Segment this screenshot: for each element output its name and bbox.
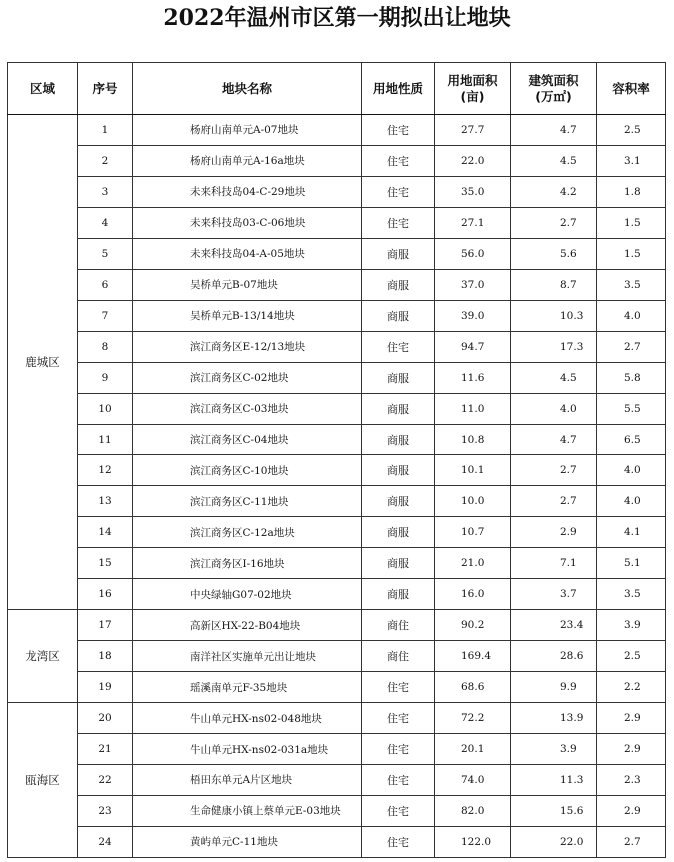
cell-name: 滨江商务区C-04地块	[133, 424, 362, 455]
cell-use: 住宅	[362, 703, 435, 734]
header-land-area-line2: (亩)	[460, 88, 485, 104]
cell-build-area: 4.5	[511, 362, 597, 393]
cell-build-area: 9.9	[511, 672, 597, 703]
cell-far: 4.0	[597, 455, 666, 486]
cell-no: 7	[78, 300, 133, 331]
cell-no: 14	[78, 517, 133, 548]
cell-use: 商服	[362, 238, 435, 269]
cell-no: 11	[78, 424, 133, 455]
cell-build-area: 13.9	[511, 703, 597, 734]
cell-name: 滨江商务区I-16地块	[133, 548, 362, 579]
table-row	[8, 703, 666, 734]
cell-build-area: 4.5	[511, 145, 597, 176]
cell-use: 住宅	[362, 207, 435, 238]
cell-build-area: 3.7	[511, 579, 597, 610]
cell-land-area: 68.6	[435, 672, 511, 703]
cell-name: 滨江商务区C-03地块	[133, 393, 362, 424]
cell-use: 商服	[362, 269, 435, 300]
cell-far: 2.3	[597, 765, 666, 796]
cell-land-area: 21.0	[435, 548, 511, 579]
cell-name: 滨江商务区C-02地块	[133, 362, 362, 393]
cell-land-area: 74.0	[435, 765, 511, 796]
table-row	[8, 579, 666, 610]
cell-use: 住宅	[362, 795, 435, 826]
table-row	[8, 362, 666, 393]
cell-no: 19	[78, 672, 133, 703]
cell-land-area: 27.1	[435, 207, 511, 238]
cell-no: 12	[78, 455, 133, 486]
table-row	[8, 455, 666, 486]
header-far: 容积率	[597, 63, 666, 115]
cell-use: 住宅	[362, 115, 435, 146]
header-land-area	[435, 63, 511, 115]
cell-far: 2.5	[597, 641, 666, 672]
cell-far: 3.1	[597, 145, 666, 176]
cell-far: 4.0	[597, 486, 666, 517]
cell-use: 住宅	[362, 826, 435, 857]
cell-name: 未来科技岛04-C-29地块	[133, 176, 362, 207]
land-parcel-table	[7, 62, 666, 858]
cell-use: 商服	[362, 548, 435, 579]
cell-land-area: 11.6	[435, 362, 511, 393]
cell-use: 住宅	[362, 176, 435, 207]
cell-no: 6	[78, 269, 133, 300]
cell-far: 5.1	[597, 548, 666, 579]
cell-build-area: 4.2	[511, 176, 597, 207]
table-row	[8, 795, 666, 826]
cell-no: 18	[78, 641, 133, 672]
cell-name: 滨江商务区C-12a地块	[133, 517, 362, 548]
cell-use: 商服	[362, 517, 435, 548]
cell-land-area: 20.1	[435, 734, 511, 765]
cell-build-area: 8.7	[511, 269, 597, 300]
table-row	[8, 672, 666, 703]
cell-use: 商服	[362, 424, 435, 455]
cell-no: 22	[78, 765, 133, 796]
cell-build-area: 5.6	[511, 238, 597, 269]
cell-land-area: 122.0	[435, 826, 511, 857]
cell-build-area: 10.3	[511, 300, 597, 331]
cell-use: 商住	[362, 641, 435, 672]
cell-use: 商服	[362, 300, 435, 331]
cell-no: 21	[78, 734, 133, 765]
cell-name: 牛山单元HX-ns02-031a地块	[133, 734, 362, 765]
cell-build-area: 4.7	[511, 115, 597, 146]
cell-use: 商住	[362, 610, 435, 641]
cell-no: 13	[78, 486, 133, 517]
cell-build-area: 4.0	[511, 393, 597, 424]
cell-name: 南洋社区实施单元出让地块	[133, 641, 362, 672]
cell-land-area: 169.4	[435, 641, 511, 672]
cell-build-area: 28.6	[511, 641, 597, 672]
cell-far: 3.5	[597, 269, 666, 300]
header-use: 用地性质	[362, 63, 435, 115]
cell-land-area: 37.0	[435, 269, 511, 300]
cell-build-area: 11.3	[511, 765, 597, 796]
cell-no: 1	[78, 115, 133, 146]
cell-far: 5.8	[597, 362, 666, 393]
cell-land-area: 10.7	[435, 517, 511, 548]
cell-land-area: 10.8	[435, 424, 511, 455]
header-build-area-line1: 建筑面积	[528, 72, 579, 88]
cell-name: 瑶溪南单元F-35地块	[133, 672, 362, 703]
cell-no: 20	[78, 703, 133, 734]
table-row	[8, 238, 666, 269]
cell-name: 中央绿轴G07-02地块	[133, 579, 362, 610]
table-row	[8, 765, 666, 796]
cell-land-area: 22.0	[435, 145, 511, 176]
cell-name: 滨江商务区E-12/13地块	[133, 331, 362, 362]
cell-build-area: 2.9	[511, 517, 597, 548]
cell-land-area: 72.2	[435, 703, 511, 734]
cell-no: 2	[78, 145, 133, 176]
cell-name: 生命健康小镇上蔡单元E-03地块	[133, 795, 362, 826]
cell-build-area: 15.6	[511, 795, 597, 826]
cell-no: 15	[78, 548, 133, 579]
cell-name: 未来科技岛04-A-05地块	[133, 238, 362, 269]
cell-use: 商服	[362, 362, 435, 393]
cell-use: 住宅	[362, 734, 435, 765]
table-row	[8, 641, 666, 672]
cell-name: 杨府山南单元A-16a地块	[133, 145, 362, 176]
cell-build-area: 2.7	[511, 486, 597, 517]
cell-far: 1.5	[597, 207, 666, 238]
table-row	[8, 424, 666, 455]
cell-land-area: 16.0	[435, 579, 511, 610]
cell-name: 牛山单元HX-ns02-048地块	[133, 703, 362, 734]
cell-name: 未来科技岛03-C-06地块	[133, 207, 362, 238]
cell-build-area: 4.7	[511, 424, 597, 455]
cell-land-area: 94.7	[435, 331, 511, 362]
cell-name: 滨江商务区C-11地块	[133, 486, 362, 517]
cell-far: 2.9	[597, 703, 666, 734]
cell-use: 商服	[362, 455, 435, 486]
cell-name: 梧田东单元A片区地块	[133, 765, 362, 796]
cell-land-area: 10.1	[435, 455, 511, 486]
table-row	[8, 176, 666, 207]
cell-far: 5.5	[597, 393, 666, 424]
cell-no: 10	[78, 393, 133, 424]
cell-use: 住宅	[362, 765, 435, 796]
table-row	[8, 734, 666, 765]
cell-far: 3.9	[597, 610, 666, 641]
cell-use: 商服	[362, 486, 435, 517]
cell-no: 24	[78, 826, 133, 857]
cell-name: 高新区HX-22-B04地块	[133, 610, 362, 641]
table-row	[8, 610, 666, 641]
region-cell: 龙湾区	[8, 610, 78, 703]
cell-build-area: 23.4	[511, 610, 597, 641]
cell-land-area: 56.0	[435, 238, 511, 269]
cell-land-area: 10.0	[435, 486, 511, 517]
table-body	[8, 115, 666, 858]
cell-no: 3	[78, 176, 133, 207]
header-region: 区域	[8, 63, 78, 115]
cell-build-area: 7.1	[511, 548, 597, 579]
cell-far: 4.0	[597, 300, 666, 331]
cell-name: 滨江商务区C-10地块	[133, 455, 362, 486]
cell-no: 5	[78, 238, 133, 269]
cell-build-area: 3.9	[511, 734, 597, 765]
table-row	[8, 115, 666, 146]
region-cell: 鹿城区	[8, 115, 78, 610]
table-row	[8, 300, 666, 331]
header-build-area	[511, 63, 597, 115]
region-cell: 瓯海区	[8, 703, 78, 858]
cell-no: 23	[78, 795, 133, 826]
cell-no: 4	[78, 207, 133, 238]
cell-use: 住宅	[362, 331, 435, 362]
cell-far: 1.8	[597, 176, 666, 207]
cell-land-area: 11.0	[435, 393, 511, 424]
cell-no: 9	[78, 362, 133, 393]
cell-far: 2.9	[597, 734, 666, 765]
cell-name: 吴桥单元B-13/14地块	[133, 300, 362, 331]
cell-land-area: 27.7	[435, 115, 511, 146]
cell-no: 16	[78, 579, 133, 610]
table-row	[8, 486, 666, 517]
cell-land-area: 90.2	[435, 610, 511, 641]
header-build-area-line2: (万㎡)	[535, 88, 572, 104]
table-row	[8, 826, 666, 857]
cell-far: 6.5	[597, 424, 666, 455]
table-row	[8, 517, 666, 548]
header-name: 地块名称	[133, 63, 362, 115]
cell-use: 住宅	[362, 672, 435, 703]
table-row	[8, 145, 666, 176]
cell-name: 黄屿单元C-11地块	[133, 826, 362, 857]
cell-far: 2.2	[597, 672, 666, 703]
cell-far: 2.7	[597, 826, 666, 857]
cell-use: 商服	[362, 579, 435, 610]
cell-no: 8	[78, 331, 133, 362]
table-header-row	[8, 63, 666, 115]
cell-name: 吴桥单元B-07地块	[133, 269, 362, 300]
table-row	[8, 393, 666, 424]
cell-build-area: 22.0	[511, 826, 597, 857]
cell-use: 住宅	[362, 145, 435, 176]
cell-far: 2.7	[597, 331, 666, 362]
table-row	[8, 269, 666, 300]
cell-land-area: 39.0	[435, 300, 511, 331]
table-row	[8, 331, 666, 362]
page-title: 2022年温州市区第一期拟出让地块	[163, 5, 511, 31]
cell-build-area: 2.7	[511, 455, 597, 486]
cell-far: 2.9	[597, 795, 666, 826]
cell-build-area: 2.7	[511, 207, 597, 238]
header-no: 序号	[78, 63, 133, 115]
cell-far: 4.1	[597, 517, 666, 548]
table-row	[8, 548, 666, 579]
cell-name: 杨府山南单元A-07地块	[133, 115, 362, 146]
cell-far: 3.5	[597, 579, 666, 610]
cell-build-area: 17.3	[511, 331, 597, 362]
cell-land-area: 82.0	[435, 795, 511, 826]
table-row	[8, 207, 666, 238]
header-land-area-line1: 用地面积	[447, 72, 498, 88]
cell-use: 商服	[362, 393, 435, 424]
cell-far: 2.5	[597, 115, 666, 146]
cell-land-area: 35.0	[435, 176, 511, 207]
cell-far: 1.5	[597, 238, 666, 269]
cell-no: 17	[78, 610, 133, 641]
